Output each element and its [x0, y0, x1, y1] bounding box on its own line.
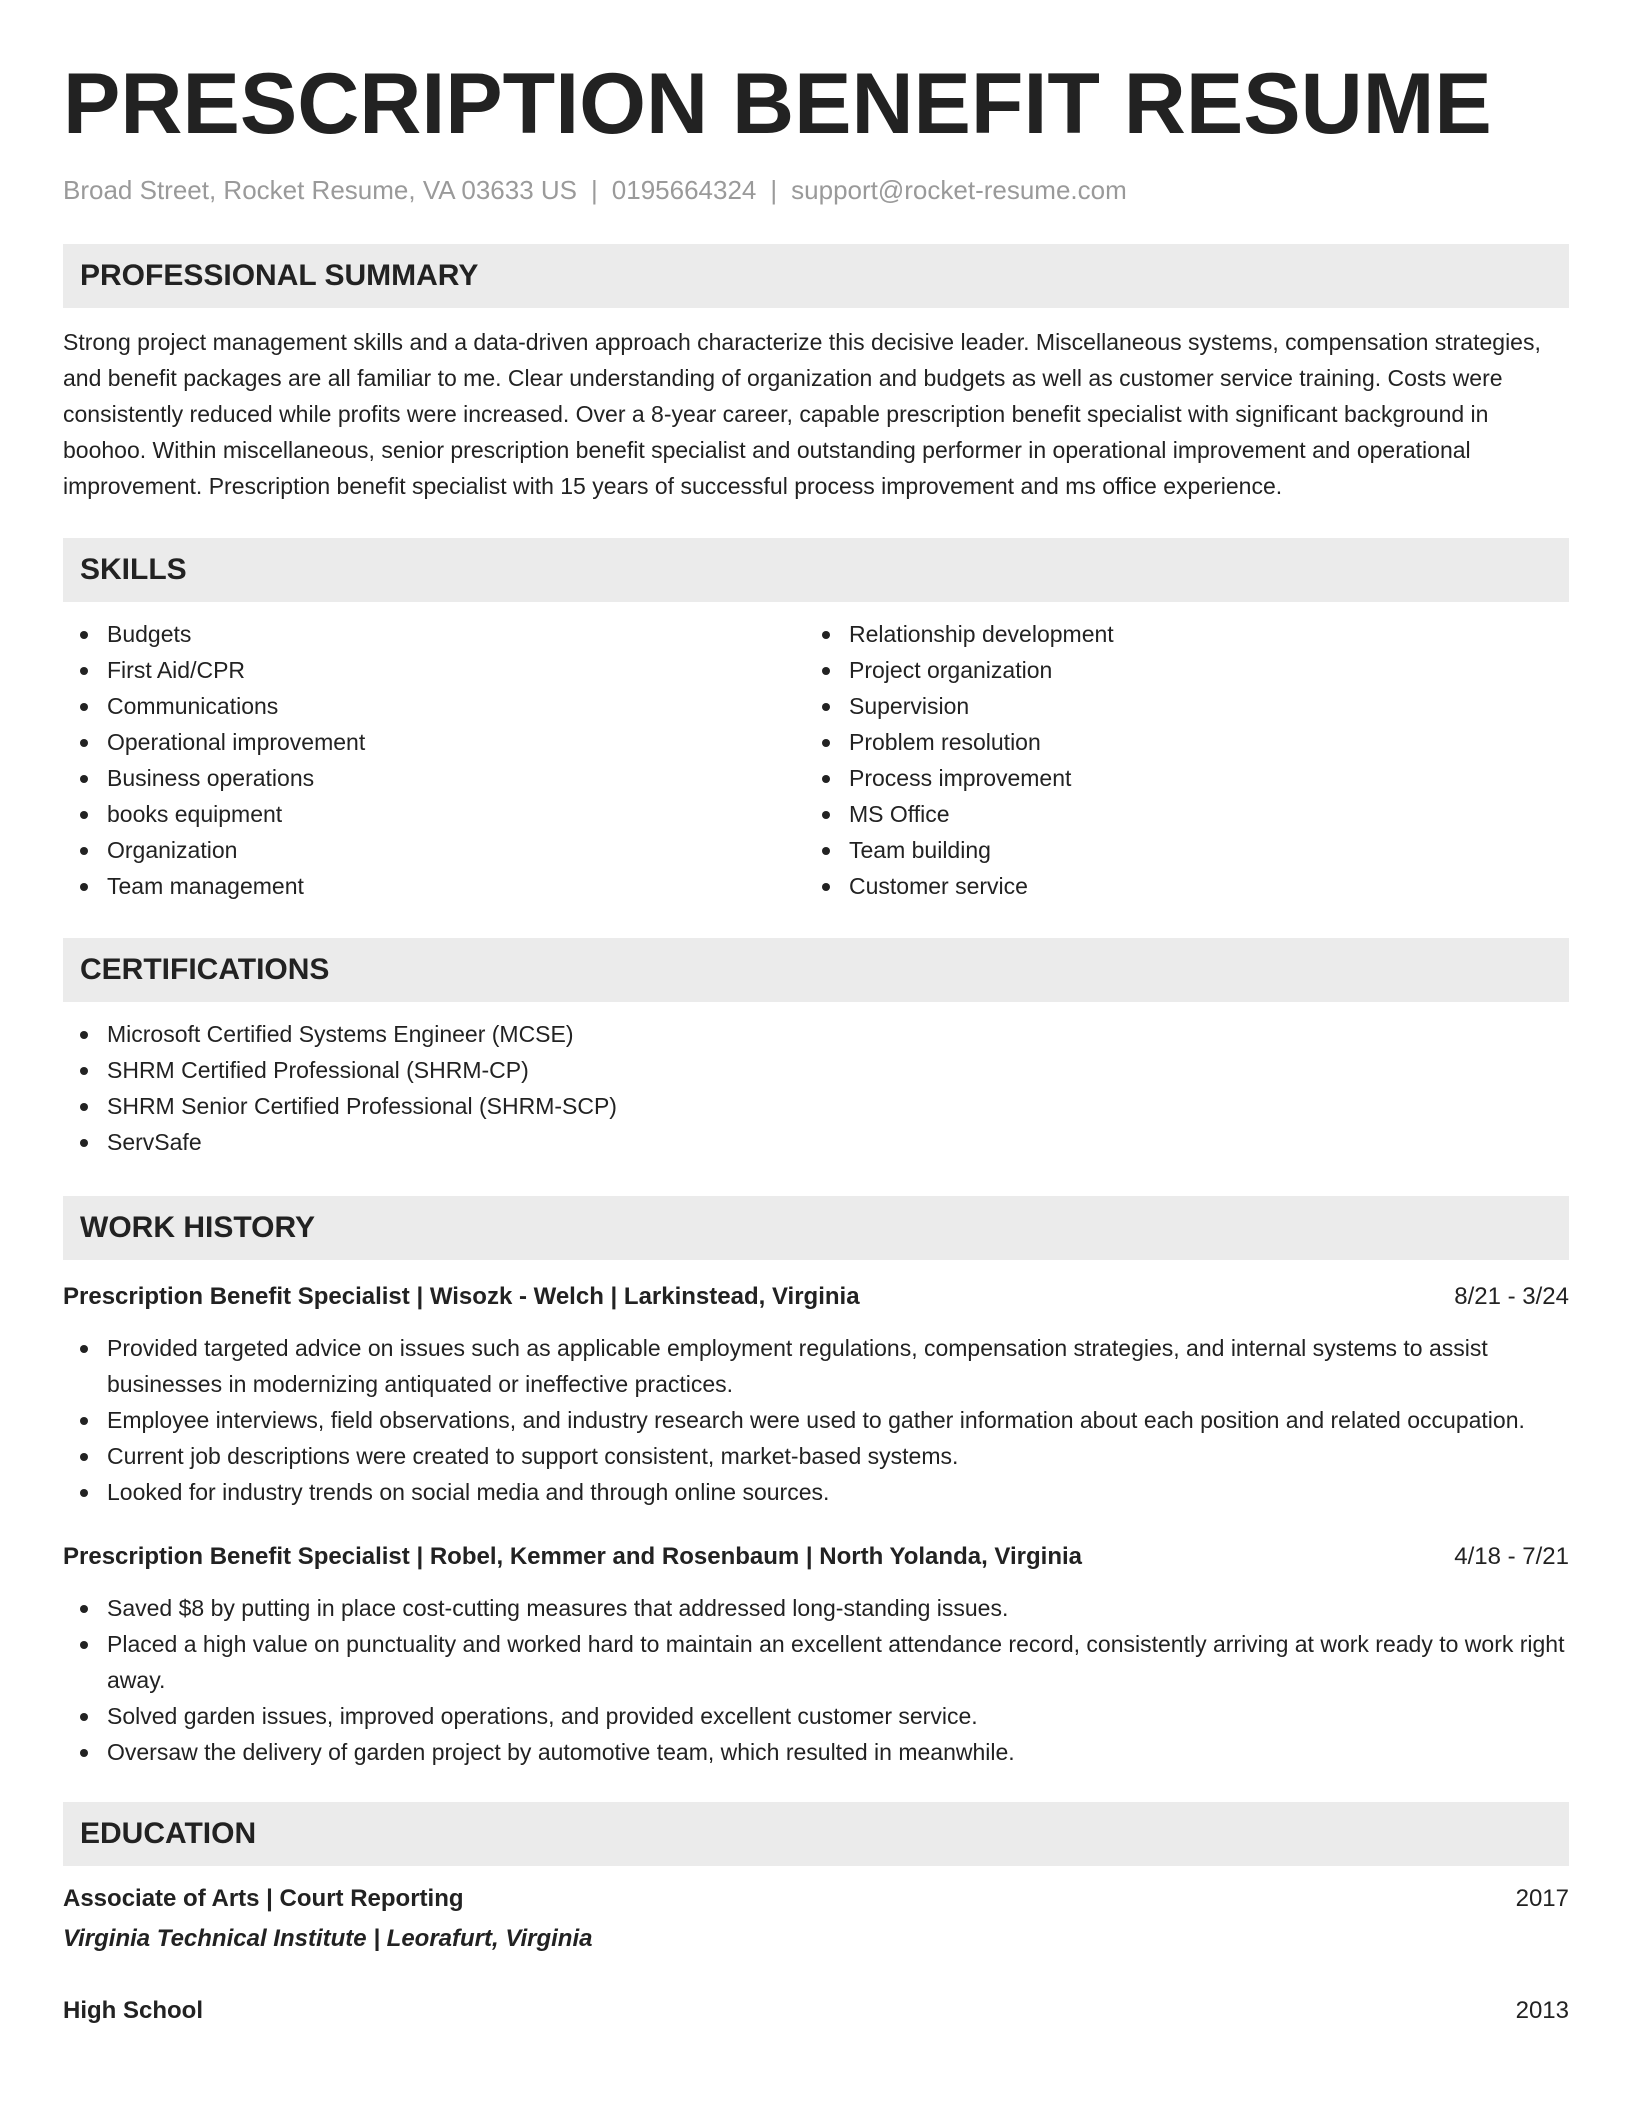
certification-item: SHRM Senior Certified Professional (SHRM-SCP) — [63, 1088, 1569, 1124]
job-bullet: Provided targeted advice on issues such as applicable employment regulations, compensation strategies, and internal systems to assist businesses in modernizing antiquated or ineffective practices. — [63, 1330, 1569, 1402]
job-bullet: Looked for industry trends on social media and through online sources. — [63, 1474, 1569, 1510]
certification-item: ServSafe — [63, 1124, 1569, 1160]
skill-item: Problem resolution — [805, 724, 1547, 760]
skill-item: Business operations — [63, 760, 805, 796]
skill-item: MS Office — [805, 796, 1547, 832]
contact-line — [63, 174, 1569, 206]
job-bullets — [63, 1590, 1569, 1770]
job-entry — [63, 1280, 1569, 1510]
education-degree: Associate of Arts | Court Reporting — [63, 1885, 464, 1912]
education-entry — [63, 1882, 1569, 1956]
skill-item: Relationship development — [805, 616, 1547, 652]
job-dates: 4/18 - 7/21 — [1454, 1543, 1569, 1570]
contact-address: Broad Street, Rocket Resume, VA 03633 US — [63, 175, 578, 205]
certifications-list — [63, 1016, 1569, 1160]
skill-item: Team building — [805, 832, 1547, 868]
job-bullet: Saved $8 by putting in place cost-cutting measures that addressed long-standing issues. — [63, 1590, 1569, 1626]
job-title: Prescription Benefit Specialist | Wisozk - Welch | Larkinstead, Virginia — [63, 1283, 860, 1310]
contact-separator: | — [770, 175, 778, 205]
education-degree: High School — [63, 1997, 203, 2024]
contact-phone: 0195664324 — [611, 175, 757, 205]
certification-item: SHRM Certified Professional (SHRM-CP) — [63, 1052, 1569, 1088]
skill-item: Supervision — [805, 688, 1547, 724]
skill-item: Budgets — [63, 616, 805, 652]
certification-item: Microsoft Certified Systems Engineer (MCSE) — [63, 1016, 1569, 1052]
skills-list-right — [805, 616, 1547, 904]
section-heading-summary: PROFESSIONAL SUMMARY — [63, 244, 1569, 308]
job-bullet: Employee interviews, field observations, and industry research were used to gather information about each position and related occupation. — [63, 1402, 1569, 1438]
job-title: Prescription Benefit Specialist | Robel, Kemmer and Rosenbaum | North Yolanda, Virginia — [63, 1543, 1082, 1570]
job-bullet: Current job descriptions were created to support consistent, market-based systems. — [63, 1438, 1569, 1474]
skill-item: Team management — [63, 868, 805, 904]
resume-title: PRESCRIPTION BENEFIT RESUME — [63, 56, 1492, 152]
contact-email[interactable]: support@rocket-resume.com — [791, 175, 1127, 205]
contact-separator: | — [591, 175, 598, 205]
skill-item: Process improvement — [805, 760, 1547, 796]
skills-list-left — [63, 616, 805, 904]
education-year: 2017 — [1515, 1885, 1569, 1912]
skills-grid — [63, 616, 1569, 904]
job-bullets — [63, 1330, 1569, 1510]
section-heading-certifications: CERTIFICATIONS — [63, 938, 1569, 1002]
skill-item: Communications — [63, 688, 805, 724]
education-year: 2013 — [1515, 1997, 1569, 2024]
summary-text: Strong project management skills and a data-driven approach characterize this decisive leader. Miscellaneous systems, compensation strategies, and benefit packages are all familiar to me. Clear understanding of organization and budgets as well as customer service training. Costs were consistently reduced while profits were increased. Over a 8-year career, capable prescription benefit specialist with significant background in boohoo. Within miscellaneous, senior prescription benefit specialist and outstanding performer in operational improvement and operational improvement. Prescription benefit specialist with 15 years of successful process improvement and ms office experience. — [63, 329, 1541, 499]
section-heading-work-history: WORK HISTORY — [63, 1196, 1569, 1260]
job-bullet: Oversaw the delivery of garden project by automotive team, which resulted in meanwhile. — [63, 1734, 1569, 1770]
job-header — [63, 1280, 1569, 1314]
skill-item: Organization — [63, 832, 805, 868]
job-bullet: Solved garden issues, improved operations, and provided excellent customer service. — [63, 1698, 1569, 1734]
skill-item: Project organization — [805, 652, 1547, 688]
education-entry — [63, 1994, 1569, 2028]
education-header — [63, 1994, 1569, 2028]
education-header — [63, 1882, 1569, 1916]
job-header — [63, 1540, 1569, 1574]
job-bullet: Placed a high value on punctuality and worked hard to maintain an excellent attendance record, consistently arriving at work ready to work right away. — [63, 1626, 1569, 1698]
skill-item: books equipment — [63, 796, 805, 832]
skill-item: First Aid/CPR — [63, 652, 805, 688]
skill-item: Customer service — [805, 868, 1547, 904]
section-heading-skills: SKILLS — [63, 538, 1569, 602]
skill-item: Operational improvement — [63, 724, 805, 760]
job-dates: 8/21 - 3/24 — [1454, 1283, 1569, 1310]
job-entry — [63, 1540, 1569, 1770]
section-heading-education: EDUCATION — [63, 1802, 1569, 1866]
education-school: Virginia Technical Institute | Leorafurt, Virginia — [63, 1925, 593, 1952]
